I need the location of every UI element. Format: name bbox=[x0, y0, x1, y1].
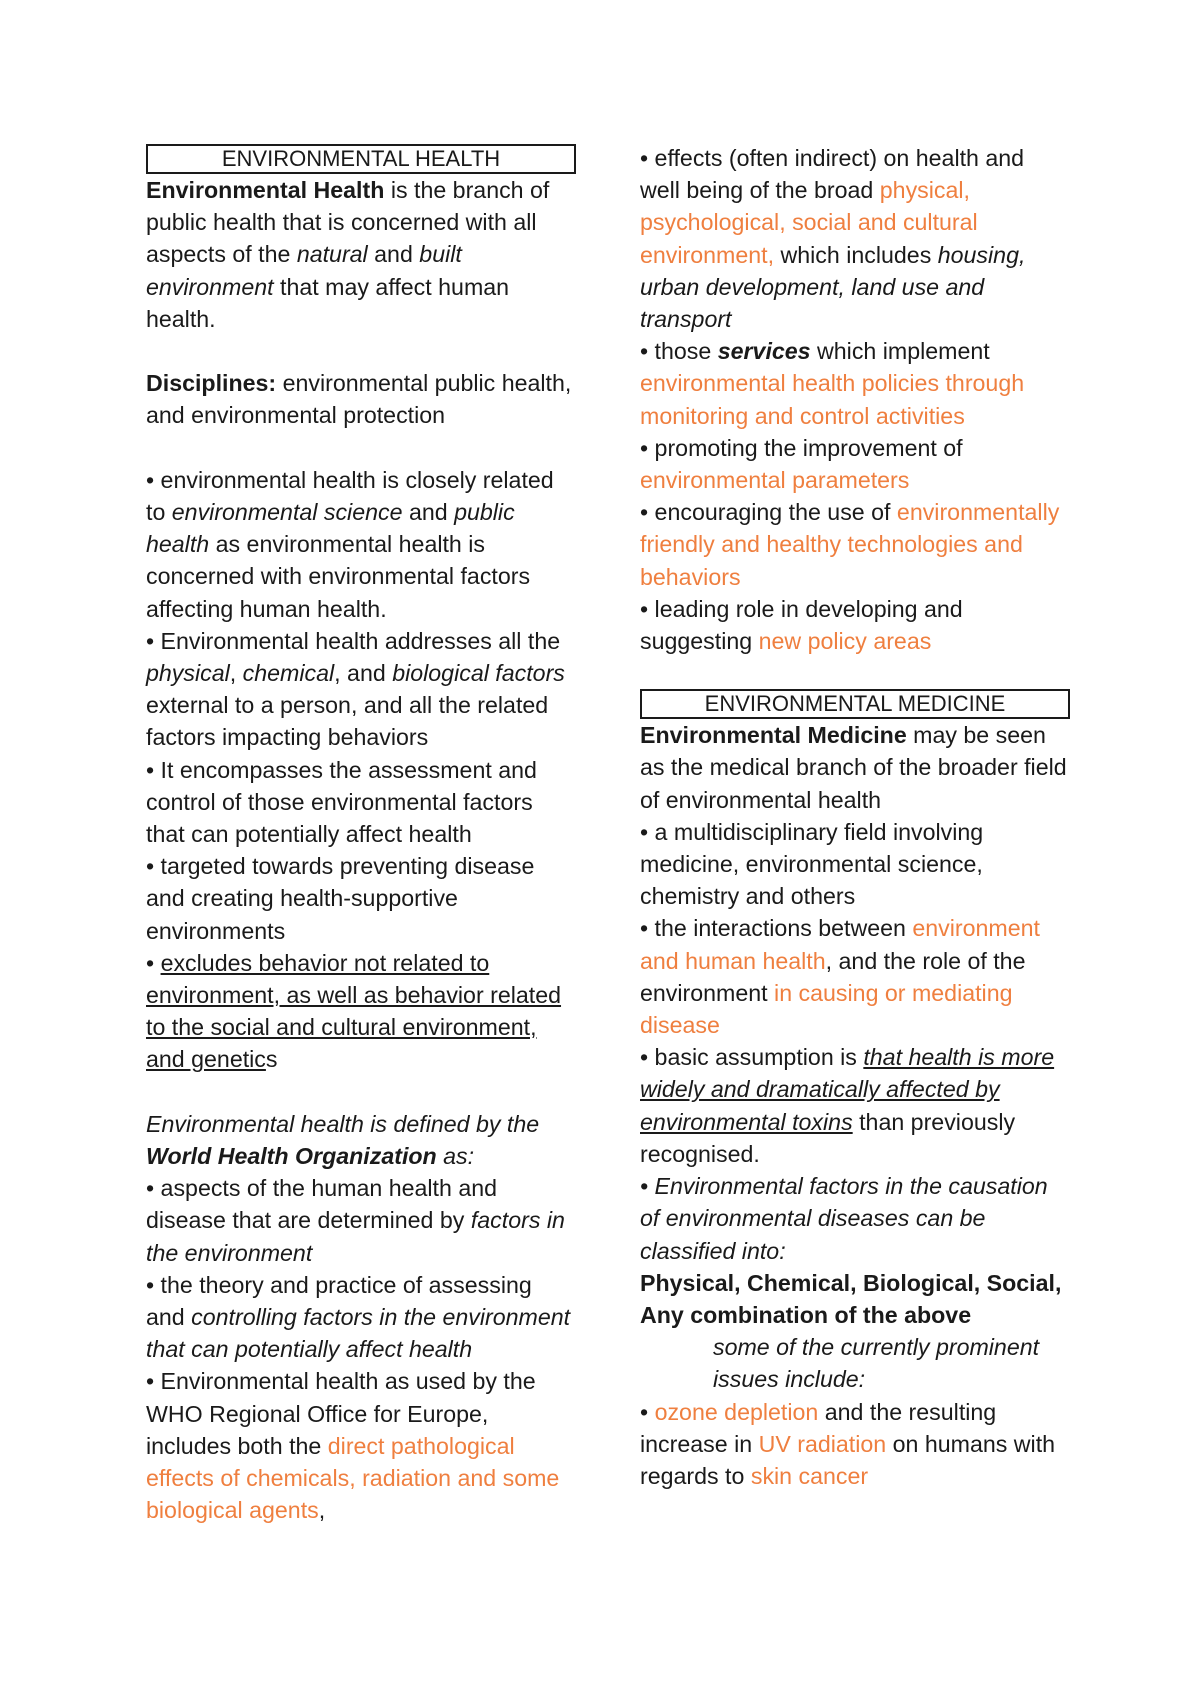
bullet-excludes: • excludes behavior not related to environment, as well as behavior related to the social and cultural environment, and genetics bbox=[146, 949, 562, 1073]
disciplines-paragraph: Disciplines: environmental public health, and environmental protection bbox=[146, 370, 572, 429]
bullet-prevention: • targeted towards preventing disease and creating health-supportive environments bbox=[146, 853, 535, 944]
bullet-related-sciences: • environmental health is closely related to environmental science and public health as environmental health is concerned with environmental factors affecting human health. bbox=[146, 466, 554, 622]
bullet-promoting: • promoting the improvement of environmental parameters bbox=[640, 434, 963, 494]
right-column bbox=[640, 142, 1070, 1492]
bullet-indirect-effects: • effects (often indirect) on health and well being of the broad physical, psychological, social and cultural environment, which includes housing, urban development, land use and transport bbox=[640, 145, 1026, 333]
bullet-factors: • Environmental health addresses all the physical, chemical, and biological factors external to a person, and all the related factors impacting behaviors bbox=[146, 627, 565, 751]
who-bullet-europe: • Environmental health as used by the WHO Regional Office for Europe, includes both the direct pathological effects of chemicals, radiation and some biological agents, bbox=[146, 1368, 560, 1524]
who-bullet-aspects: • aspects of the human health and disease that are determined by factors in the environment bbox=[146, 1175, 565, 1266]
bullet-services: • those services which implement environmental health policies through monitoring and control activities bbox=[640, 338, 1025, 429]
bullet-ozone: • ozone depletion and the resulting increase in UV radiation on humans with regards to skin cancer bbox=[640, 1398, 1056, 1489]
definition-paragraph: Environmental Health is the branch of public health that is concerned with all aspects of the natural and built environment that may affect human health. bbox=[146, 177, 550, 332]
bullet-encouraging: • encouraging the use of environmentally friendly and healthy technologies and behaviors bbox=[640, 499, 1060, 590]
section-header-environmental-medicine: ENVIRONMENTAL MEDICINE bbox=[640, 689, 1070, 719]
disciplines-label: Disciplines: bbox=[146, 370, 277, 397]
section-header-environmental-health: ENVIRONMENTAL HEALTH bbox=[146, 144, 576, 174]
bullet-assessment: • It encompasses the assessment and control of those environmental factors that can potentially affect health bbox=[146, 756, 537, 848]
bullet-assumption: • basic assumption is that health is more widely and dramatically affected by environmental toxins than previously recognised. bbox=[640, 1044, 1055, 1167]
term-environmental-medicine: Environmental Medicine bbox=[640, 722, 907, 749]
who-definition-intro: Environmental health is defined by the World Health Organization as: bbox=[146, 1110, 540, 1170]
left-column bbox=[146, 142, 576, 1526]
prominent-issues-intro: some of the currently prominent issues include: bbox=[713, 1334, 1040, 1393]
bullet-classification: • Environmental factors in the causation of environmental diseases can be classified into: bbox=[640, 1173, 1048, 1264]
bullet-multidisciplinary: • a multidisciplinary field involving medicine, environmental science, chemistry and others bbox=[640, 818, 984, 910]
term-environmental-health: Environmental Health bbox=[146, 177, 385, 203]
medicine-definition: Environmental Medicine may be seen as the medical branch of the broader field of environmental health bbox=[640, 722, 1067, 813]
who-organization: World Health Organization bbox=[146, 1143, 437, 1170]
who-bullet-theory: • the theory and practice of assessing and controlling factors in the environment that can potentially affect health bbox=[146, 1271, 571, 1363]
bullet-interactions: • the interactions between environment and human health, and the role of the environment in causing or mediating disease bbox=[640, 915, 1040, 1039]
bullet-leading-role: • leading role in developing and suggesting new policy areas bbox=[640, 595, 963, 655]
classification-list: Physical, Chemical, Biological, Social, Any combination of the above bbox=[640, 1269, 1062, 1328]
